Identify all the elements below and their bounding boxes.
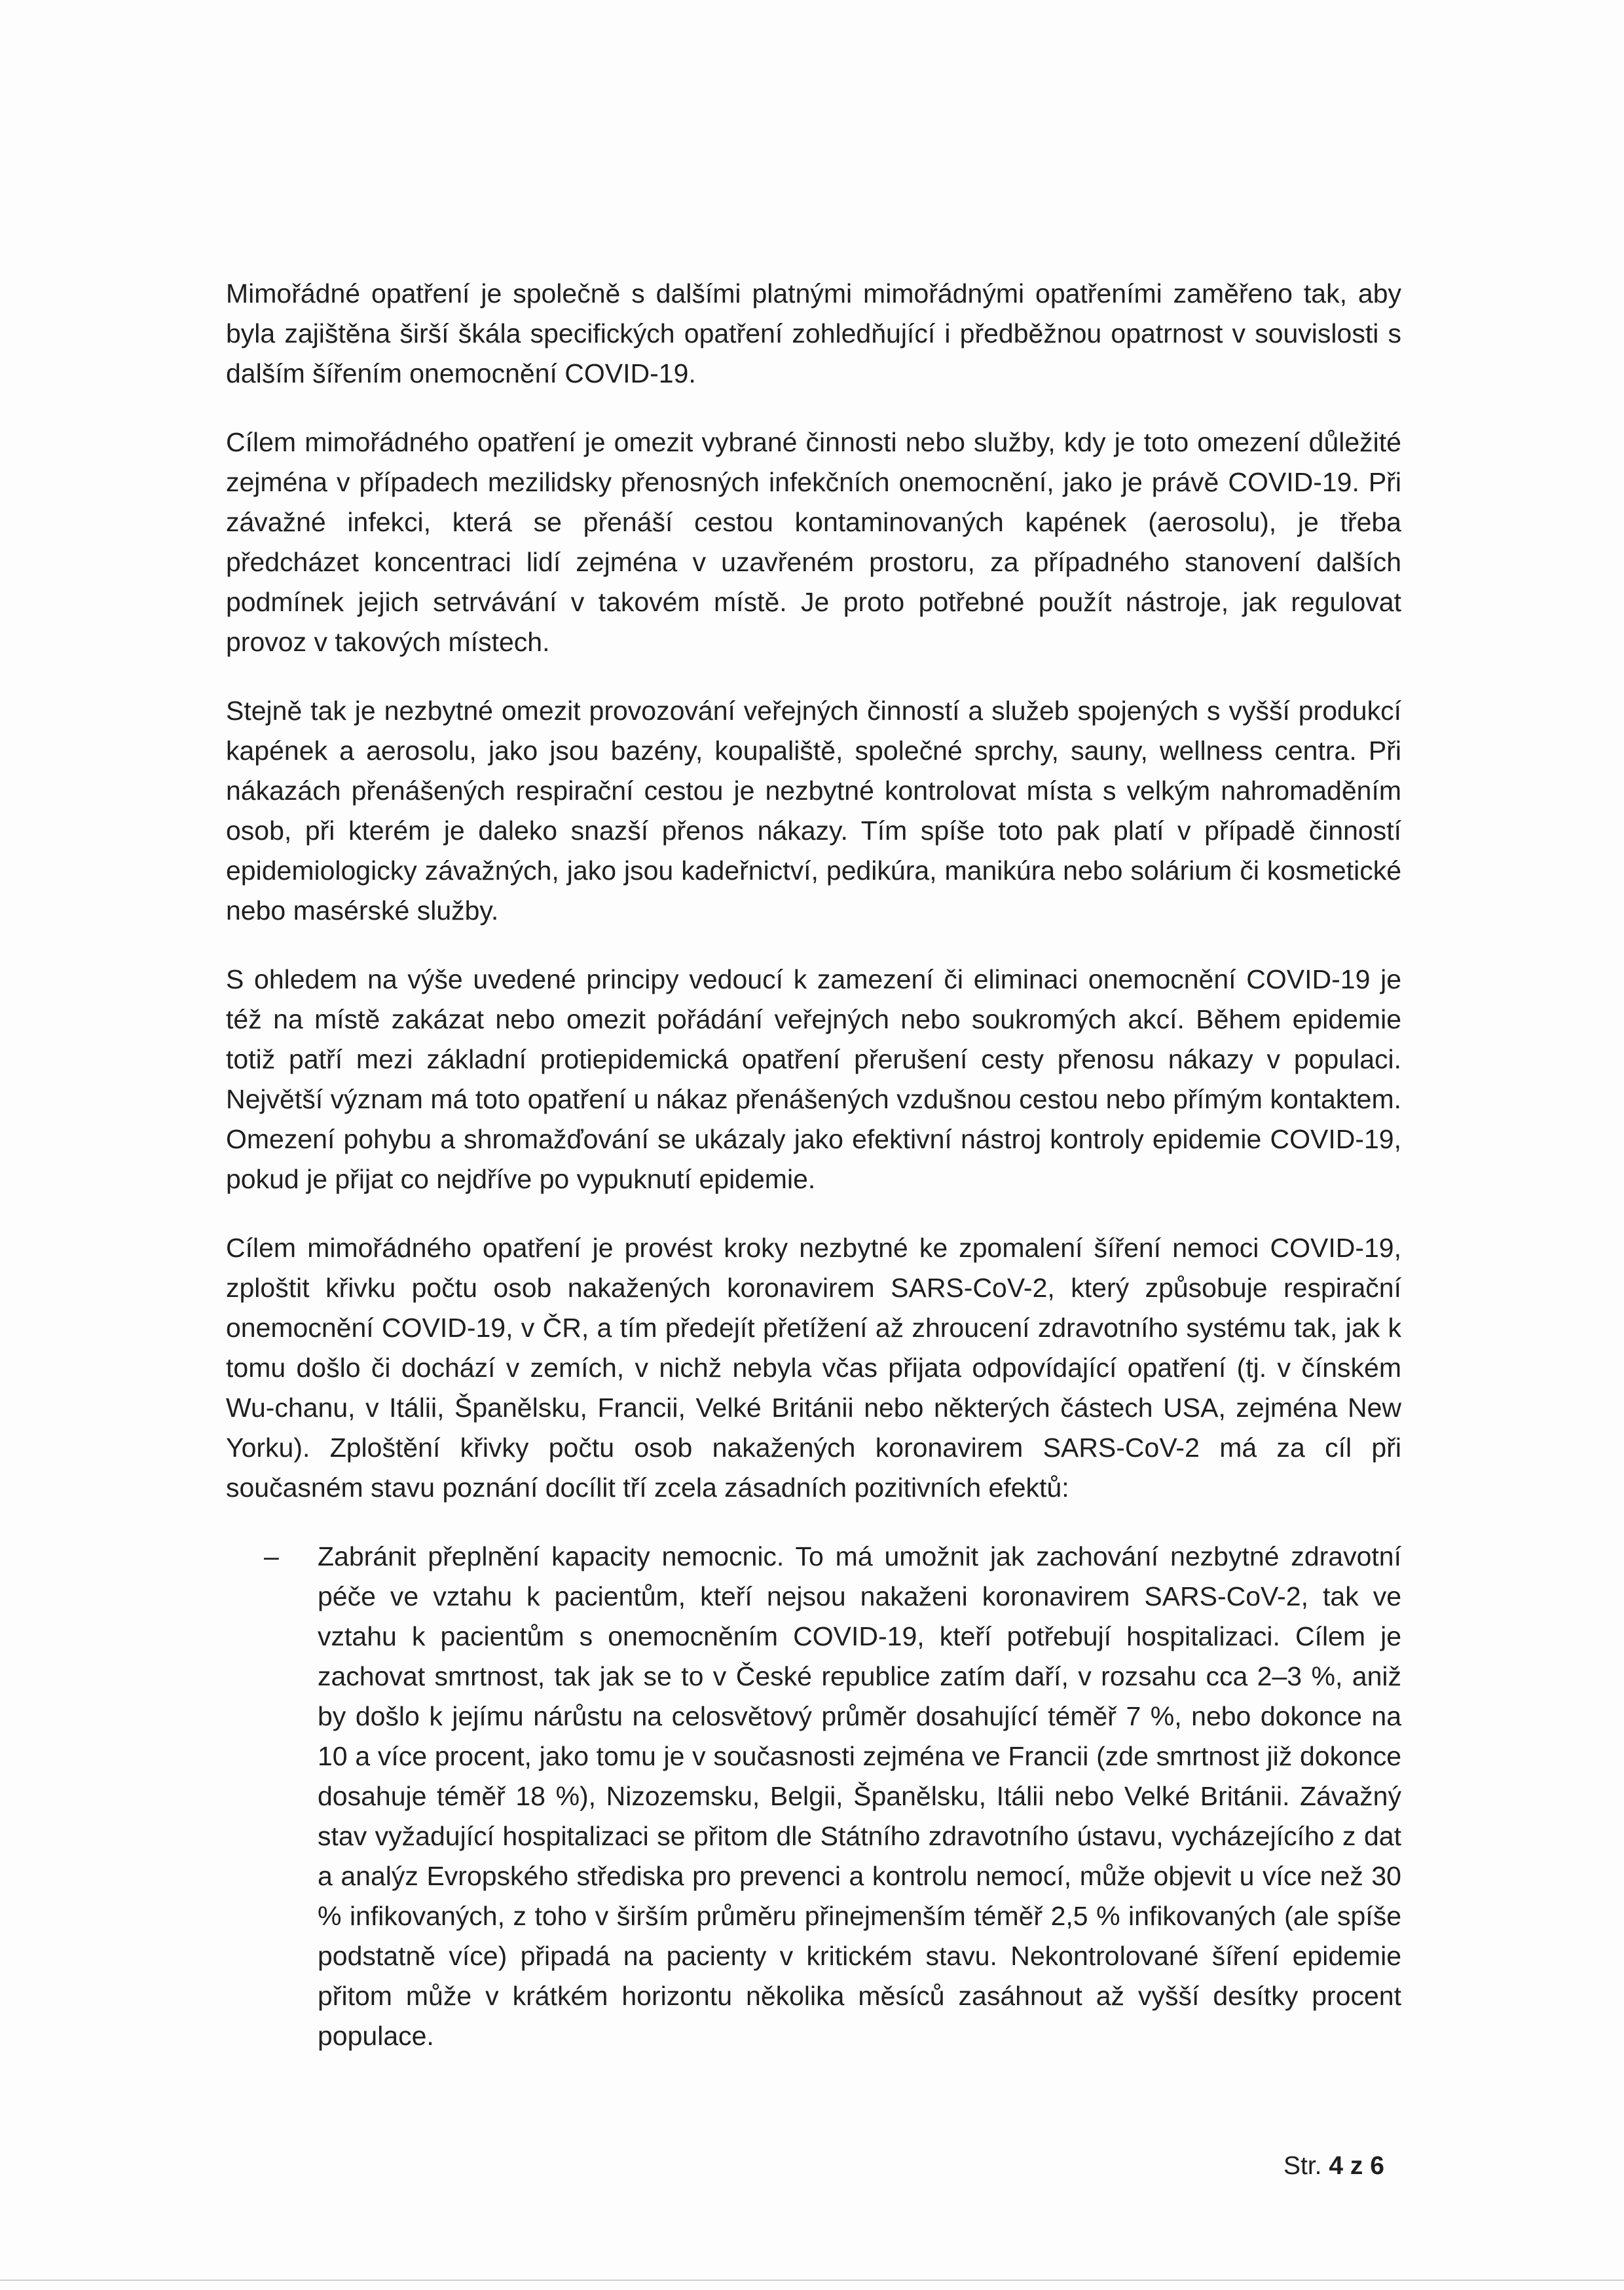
paragraph-1: Mimořádné opatření je společně s dalšími platnými mimořádnými opatřeními zaměřeno tak, aby byla zajištěna širší škála specifických opatření zohledňující i předběžnou opatrnost v souvislosti s dalším šířením onemocnění COVID-19. — [226, 278, 1401, 388]
bullet-dash: – — [264, 1541, 279, 1571]
document-body — [226, 274, 1401, 2056]
page-prefix: Str. — [1283, 2152, 1322, 2180]
paragraph-2: Cílem mimořádného opatření je omezit vybrané činnosti nebo služby, kdy je toto omezení důležité zejména v případech mezilidsky přenosných infekčních onemocnění, jako je právě COVID-19. Při závažné infekci, která se přenáší cestou kontaminovaných kapének (aerosolu), je třeba předcházet koncentraci lidí zejména v uzavřeném prostoru, za případného stanovení dalších podmínek jejich setrvávání v takovém místě. Je proto potřebné použít nástroje, jak regulovat provoz v takových místech. — [226, 427, 1401, 657]
page-separator: z — [1350, 2152, 1363, 2180]
bullet-item — [226, 1537, 1401, 2056]
paragraph-3: Stejně tak je nezbytné omezit provozování veřejných činností a služeb spojených s vyšší produkcí kapének a aerosolu, jako jsou bazény, koupaliště, společné sprchy, sauny, wellness centra. Při nákazách přenášených respirační cestou je nezbytné kontrolovat místa s velkým nahromaděním osob, při kterém je daleko snazší přenos nákazy. Tím spíše toto pak platí v případě činností epidemiologicky závažných, jako jsou kadeřnictví, pedikúra, manikúra nebo solárium či kosmetické nebo masérské služby. — [226, 696, 1401, 926]
page-number — [1283, 2150, 1384, 2183]
paragraph-5: Cílem mimořádného opatření je provést kroky nezbytné ke zpomalení šíření nemoci COVID-19, zploštit křivku počtu osob nakažených koronavirem SARS-CoV-2, který způsobuje respirační onemocnění COVID-19, v ČR, a tím předejít přetížení až zhroucení zdravotního systému tak, jak k tomu došlo či dochází v zemích, v nichž nebyla včas přijata odpovídající opatření (tj. v čínském Wu-chanu, v Itálii, Španělsku, Francii, Velké Británii nebo některých částech USA, zejména New Yorku). Zploštění křivky počtu osob nakažených koronavirem SARS-CoV-2 má za cíl při současném stavu poznání docílit tří zcela zásadních pozitivních efektů: — [226, 1233, 1401, 1503]
scan-edge-divider — [0, 2280, 1624, 2281]
total-pages: 6 — [1370, 2152, 1384, 2180]
current-page: 4 — [1329, 2152, 1344, 2180]
bullet-text: Zabránit přeplnění kapacity nemocnic. To má umožnit jak zachování nezbytné zdravotní péče ve vztahu k pacientům, kteří nejsou nakaženi koronavirem SARS-CoV-2, tak ve vztahu k pacientům s onemocněním COVID-19, kteří potřebují hospitalizaci. Cílem je zachovat smrtnost, tak jak se to v České republice zatím daří, v rozsahu cca 2–3 %, aniž by došlo k jejímu nárůstu na celosvětový průměr dosahující téměř 7 %, nebo dokonce na 10 a více procent, jako tomu je v současnosti zejména ve Francii (zde smrtnost již dokonce dosahuje téměř 18 %), Nizozemsku, Belgii, Španělsku, Itálii nebo Velké Británii. Závažný stav vyžadující hospitalizaci se přitom dle Státního zdravotního ústavu, vycházejícího z dat a analýz Evropského střediska pro prevenci a kontrolu nemocí, může objevit u více než 30 % infikovaných, z toho v širším průměru přinejmenším téměř 2,5 % infikovaných (ale spíše podstatně více) připadá na pacienty v kritickém stavu. Nekontrolované šíření epidemie přitom může v krátkém horizontu několika měsíců zasáhnout až vyšší desítky procent populace. — [318, 1541, 1401, 2051]
paragraph-4: S ohledem na výše uvedené principy vedoucí k zamezení či eliminaci onemocnění COVID-19 je též na místě zakázat nebo omezit pořádání veřejných nebo soukromých akcí. Během epidemie totiž patří mezi základní protiepidemická opatření přerušení cesty přenosu nákazy v populaci. Největší význam má toto opatření u nákaz přenášených vzdušnou cestou nebo přímým kontaktem. Omezení pohybu a shromažďování se ukázaly jako efektivní nástroj kontroly epidemie COVID-19, pokud je přijat co nejdříve po vypuknutí epidemie. — [226, 964, 1401, 1194]
